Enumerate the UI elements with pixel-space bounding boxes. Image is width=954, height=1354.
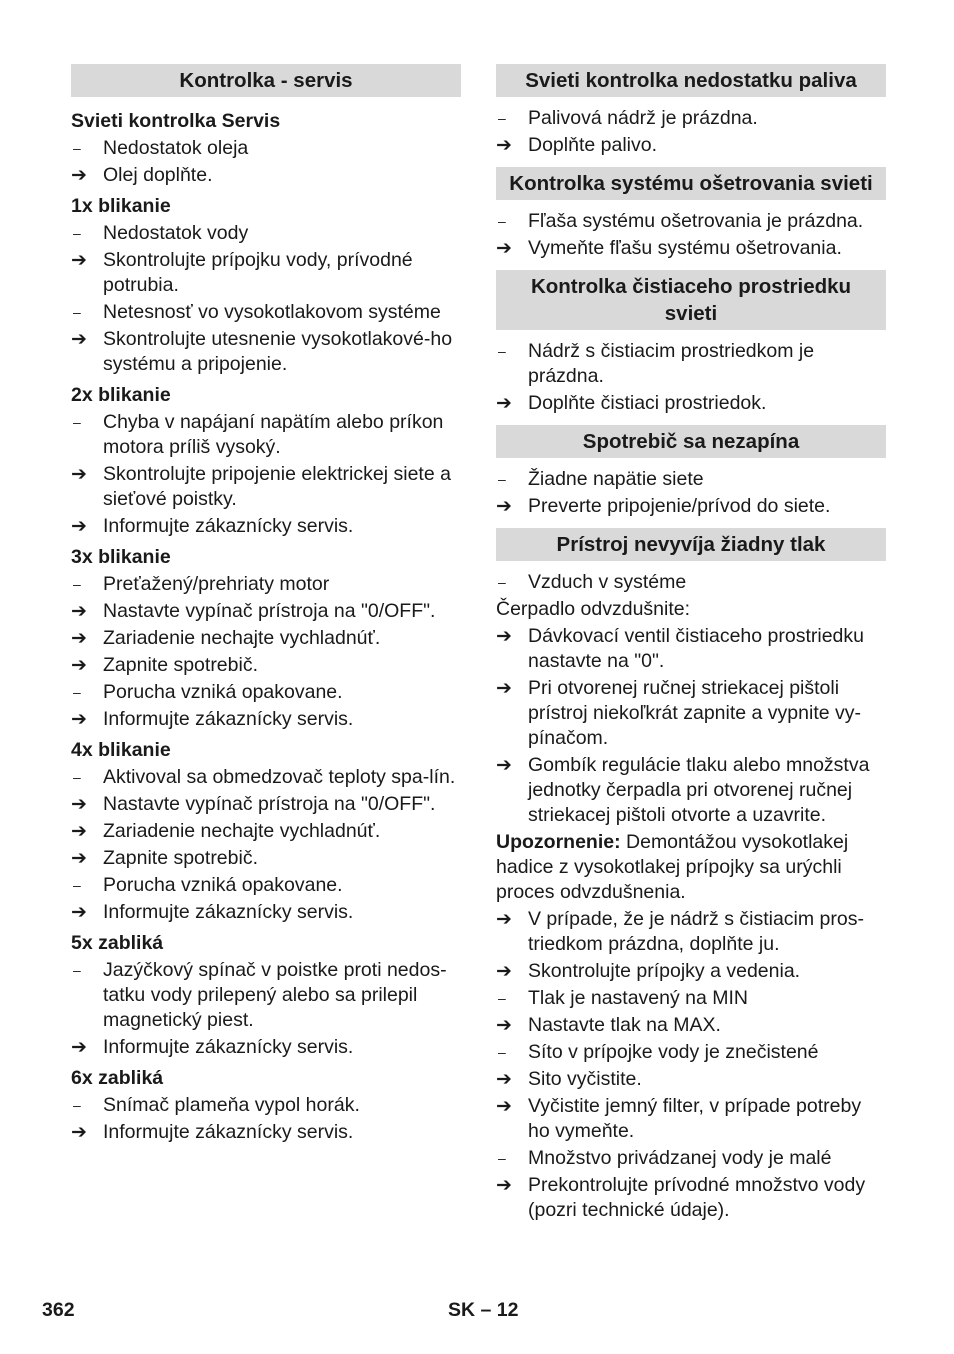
item-text: Skontrolujte prípojky a vedenia. (528, 960, 801, 982)
item-text: Netesnosť vo vysokotlakovom systéme (103, 301, 441, 323)
arrow-right-icon: ➔ (71, 794, 87, 815)
fault-item (71, 221, 461, 246)
item-text: Jazýčkový spínač v poistke proti nedos-tatku vody prilepený alebo sa prilepil magnetický piest. (103, 959, 447, 1031)
fault-item (496, 209, 886, 234)
section-kontrolka-servis (71, 64, 461, 1145)
remedy-item (496, 391, 886, 416)
dash-icon: – (498, 574, 506, 590)
item-text: Aktivoval sa obmedzovač teploty spa-lín. (103, 766, 456, 788)
item-text: Vymeňte fľašu systému ošetrovania. (528, 237, 842, 259)
item-text: Olej doplňte. (103, 164, 213, 186)
fault-item (496, 570, 886, 595)
dash-icon: – (498, 110, 506, 126)
item-text: V prípade, že je nádrž s čistiacim pros-triedkom prázdna, doplňte ju. (528, 908, 864, 955)
arrow-right-icon: ➔ (496, 626, 512, 647)
item-text: Chyba v napájaní napätím alebo príkon motora príliš vysoký. (103, 411, 444, 458)
section-svieti-kontrolka-nedostatku-paliva (496, 64, 886, 158)
dash-icon: – (73, 576, 81, 592)
dash-icon: – (73, 140, 81, 156)
dash-icon: – (73, 1097, 81, 1113)
remedy-item (71, 514, 461, 539)
dash-icon: – (73, 684, 81, 700)
item-text: Nastavte vypínač prístroja na "0/OFF". (103, 793, 436, 815)
arrow-right-icon: ➔ (71, 628, 87, 649)
item-text: Informujte zákaznícky servis. (103, 708, 354, 730)
item-text: Informujte zákaznícky servis. (103, 901, 354, 923)
dash-icon: – (498, 990, 506, 1006)
item-text: Preťažený/prehriaty motor (103, 573, 330, 595)
dash-icon: – (73, 962, 81, 978)
remedy-item (71, 707, 461, 732)
item-text: Vyčistite jemný filter, v prípade potreby ho vymeňte. (528, 1095, 862, 1142)
item-text: Doplňte čistiaci prostriedok. (528, 392, 767, 414)
item-text: Zariadenie nechajte vychladnúť. (103, 820, 381, 842)
remedy-item (496, 133, 886, 158)
fault-item (496, 106, 886, 131)
fault-item (496, 339, 886, 389)
fault-item (496, 467, 886, 492)
section-spotrebic-sa-nezapina (496, 425, 886, 519)
remedy-item (496, 494, 886, 519)
paragraph: Čerpadlo odvzdušnite: (496, 598, 691, 620)
item-text: Porucha vzniká opakovane. (103, 681, 343, 703)
arrow-right-icon: ➔ (71, 329, 87, 350)
item-text: Snímač plameňa vypol horák. (103, 1094, 360, 1116)
arrow-right-icon: ➔ (71, 902, 87, 923)
dash-icon: – (73, 414, 81, 430)
section-kontrolka-systemu-osetrovania-svieti (496, 167, 886, 261)
remedy-item (496, 1067, 886, 1092)
item-text: Doplňte palivo. (528, 134, 657, 156)
item-text: Nádrž s čistiacim prostriedkom je prázdna. (528, 340, 815, 387)
section-heading: Svieti kontrolka nedostatku paliva (496, 64, 886, 97)
item-text: Skontrolujte pripojenie elektrickej siete a sieťové poistky. (103, 463, 451, 510)
remedy-item (496, 959, 886, 984)
fault-item (71, 1093, 461, 1118)
arrow-right-icon: ➔ (496, 135, 512, 156)
item-text: Nedostatok oleja (103, 137, 249, 159)
arrow-right-icon: ➔ (496, 393, 512, 414)
item-text: Informujte zákaznícky servis. (103, 515, 354, 537)
subheading: 6x zabliká (71, 1067, 164, 1089)
arrow-right-icon: ➔ (71, 250, 87, 271)
item-text: Tlak je nastavený na MIN (528, 987, 749, 1009)
subheading: 3x blikanie (71, 546, 171, 568)
arrow-right-icon: ➔ (71, 655, 87, 676)
arrow-right-icon: ➔ (496, 1069, 512, 1090)
item-text: Síto v prípojke vody je znečistené (528, 1041, 819, 1063)
section-heading: Prístroj nevyvíja žiadny tlak (496, 528, 886, 561)
arrow-right-icon: ➔ (71, 821, 87, 842)
remedy-item (71, 846, 461, 871)
section-heading: Spotrebič sa nezapína (496, 425, 886, 458)
item-text: Porucha vzniká opakovane. (103, 874, 343, 896)
dash-icon: – (498, 1044, 506, 1060)
arrow-right-icon: ➔ (71, 464, 87, 485)
item-text: Gombík regulácie tlaku alebo množstva jednotky čerpadla pri otvorenej ručnej striekacej pištoli otvorte a uzavrite. (528, 754, 870, 826)
fault-item (71, 958, 461, 1033)
arrow-right-icon: ➔ (496, 1175, 512, 1196)
remedy-item (71, 653, 461, 678)
item-text: Zapnite spotrebič. (103, 654, 259, 676)
remedy-item (71, 163, 461, 188)
dash-icon: – (73, 769, 81, 785)
item-text: Žiadne napätie siete (528, 468, 704, 490)
arrow-right-icon: ➔ (71, 1037, 87, 1058)
item-text: Preverte pripojenie/prívod do siete. (528, 495, 831, 517)
item-text: Dávkovací ventil čistiaceho prostriedku nastavte na "0". (528, 625, 864, 672)
arrow-right-icon: ➔ (71, 1122, 87, 1143)
item-text: Sito vyčistite. (528, 1068, 642, 1090)
dash-icon: – (498, 471, 506, 487)
dash-icon: – (73, 225, 81, 241)
remedy-item (496, 1094, 886, 1144)
remedy-item (496, 236, 886, 261)
fault-item (496, 986, 886, 1011)
item-text: Vzduch v systéme (528, 571, 687, 593)
item-text: Palivová nádrž je prázdna. (528, 107, 758, 129)
dash-icon: – (73, 877, 81, 893)
subheading: Svieti kontrolka Servis (71, 110, 281, 132)
item-text: Informujte zákaznícky servis. (103, 1036, 354, 1058)
item-text: Informujte zákaznícky servis. (103, 1121, 354, 1143)
dash-icon: – (73, 304, 81, 320)
arrow-right-icon: ➔ (71, 516, 87, 537)
fault-item (71, 765, 461, 790)
dash-icon: – (498, 343, 506, 359)
item-text: Pri otvorenej ručnej striekacej pištoli prístroj niekoľkrát zapnite a vypnite vy-pínačom. (528, 677, 861, 749)
remedy-item (71, 1120, 461, 1145)
fault-item (71, 136, 461, 161)
remedy-item (71, 900, 461, 925)
subheading: 1x blikanie (71, 195, 171, 217)
item-text: Fľaša systému ošetrovania je prázdna. (528, 210, 864, 232)
arrow-right-icon: ➔ (496, 909, 512, 930)
fault-item (71, 300, 461, 325)
remedy-item (71, 792, 461, 817)
fault-item (71, 680, 461, 705)
remedy-item (71, 248, 461, 298)
item-text: Prekontrolujte prívodné množstvo vody (pozri technické údaje). (528, 1174, 866, 1221)
item-text: Množstvo privádzanej vody je malé (528, 1147, 832, 1169)
subheading: 2x blikanie (71, 384, 171, 406)
item-text: Skontrolujte prípojku vody, prívodné potrubia. (103, 249, 413, 296)
remedy-item (71, 1035, 461, 1060)
arrow-right-icon: ➔ (71, 165, 87, 186)
fault-item (496, 1146, 886, 1171)
section-kontrolka-cistiaceho-prostriedku-svieti (496, 270, 886, 416)
subheading: 5x zabliká (71, 932, 164, 954)
section-heading: Kontrolka systému ošetrovania svieti (496, 167, 886, 200)
remedy-item (496, 1013, 886, 1038)
note-paragraph (496, 830, 886, 905)
arrow-right-icon: ➔ (496, 496, 512, 517)
arrow-right-icon: ➔ (71, 848, 87, 869)
section-heading: Kontrolka čistiaceho prostriedku svieti (496, 270, 886, 330)
item-text: Nastavte vypínač prístroja na "0/OFF". (103, 600, 436, 622)
arrow-right-icon: ➔ (71, 709, 87, 730)
remedy-item (71, 599, 461, 624)
note-text: Demontážou vysokotlakej hadice z vysokotlakej prípojky sa urýchli proces odvzdušnenia. (496, 831, 849, 903)
remedy-item (71, 462, 461, 512)
note-label: Upozornenie: (496, 831, 621, 853)
section-heading: Kontrolka - servis (71, 64, 461, 97)
page-label: SK – 12 (448, 1299, 519, 1321)
fault-item (71, 572, 461, 597)
arrow-right-icon: ➔ (496, 678, 512, 699)
dash-icon: – (498, 1150, 506, 1166)
item-text: Zariadenie nechajte vychladnúť. (103, 627, 381, 649)
section-pristroj-nevyvija-ziadny-tlak (496, 528, 886, 1223)
left-column (71, 64, 461, 1147)
fault-item (71, 410, 461, 460)
remedy-item (496, 907, 886, 957)
subheading: 4x blikanie (71, 739, 171, 761)
remedy-item (496, 676, 886, 751)
remedy-item (496, 753, 886, 828)
arrow-right-icon: ➔ (496, 755, 512, 776)
arrow-right-icon: ➔ (71, 601, 87, 622)
remedy-item (496, 624, 886, 674)
fault-item (71, 873, 461, 898)
remedy-item (496, 1173, 886, 1223)
arrow-right-icon: ➔ (496, 961, 512, 982)
right-column (496, 64, 886, 1225)
item-text: Nedostatok vody (103, 222, 249, 244)
item-text: Skontrolujte utesnenie vysokotlakové-ho systému a pripojenie. (103, 328, 453, 375)
item-text: Zapnite spotrebič. (103, 847, 259, 869)
remedy-item (71, 626, 461, 651)
arrow-right-icon: ➔ (496, 238, 512, 259)
remedy-item (71, 819, 461, 844)
arrow-right-icon: ➔ (496, 1015, 512, 1036)
remedy-item (71, 327, 461, 377)
arrow-right-icon: ➔ (496, 1096, 512, 1117)
dash-icon: – (498, 213, 506, 229)
page-number: 362 (42, 1299, 75, 1321)
fault-item (496, 1040, 886, 1065)
item-text: Nastavte tlak na MAX. (528, 1014, 721, 1036)
